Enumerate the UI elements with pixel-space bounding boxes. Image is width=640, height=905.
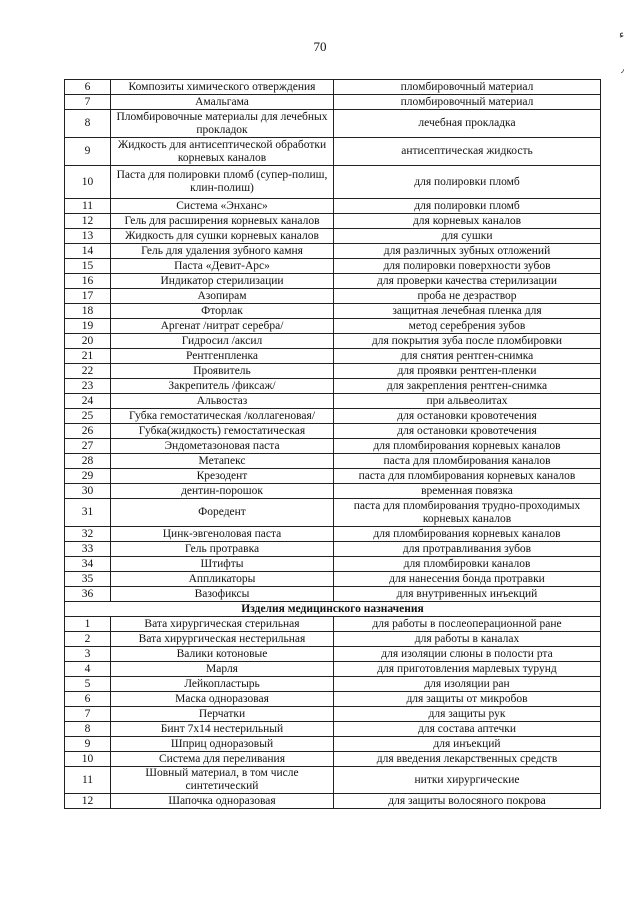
cell-name: Вата хирургическая стерильная — [111, 617, 334, 632]
cell-name: Вазофиксы — [111, 587, 334, 602]
cell-num: 12 — [65, 794, 111, 809]
table-body-medical-items — [65, 617, 601, 809]
cell-purpose: для внутривенных инъекций — [334, 587, 601, 602]
cell-num: 30 — [65, 484, 111, 499]
cell-purpose: для пломбировки каналов — [334, 557, 601, 572]
table-row — [65, 707, 601, 722]
cell-num: 18 — [65, 304, 111, 319]
materials-table — [64, 79, 601, 809]
table-row — [65, 199, 601, 214]
table-row — [65, 319, 601, 334]
table-row — [65, 527, 601, 542]
table-row — [65, 394, 601, 409]
cell-name: Лейкопластырь — [111, 677, 334, 692]
cell-name: Штифты — [111, 557, 334, 572]
table-row — [65, 138, 601, 166]
table-row — [65, 334, 601, 349]
cell-purpose: для пломбирования корневых каналов — [334, 439, 601, 454]
cell-name: Рентгенпленка — [111, 349, 334, 364]
cell-name: Маска одноразовая — [111, 692, 334, 707]
cell-purpose: для полировки пломб — [334, 166, 601, 199]
cell-name: Паста для полировки пломб (супер-полиш, клин-полиш) — [111, 166, 334, 199]
cell-name: Амальгама — [111, 95, 334, 110]
cell-num: 1 — [65, 617, 111, 632]
cell-name: Марля — [111, 662, 334, 677]
cell-purpose: для состава аптечки — [334, 722, 601, 737]
cell-name: Губка(жидкость) гемостатическая — [111, 424, 334, 439]
cell-purpose: для остановки кровотечения — [334, 424, 601, 439]
cell-num: 8 — [65, 722, 111, 737]
cell-num: 3 — [65, 647, 111, 662]
cell-name: Аргенат /нитрат серебра/ — [111, 319, 334, 334]
table-row — [65, 409, 601, 424]
table-row — [65, 274, 601, 289]
cell-name: Губка гемостатическая /коллагеновая/ — [111, 409, 334, 424]
cell-num: 15 — [65, 259, 111, 274]
cell-name: Эндометазоновая паста — [111, 439, 334, 454]
cell-name: Шовный материал, в том числе синтетический — [111, 767, 334, 794]
cell-purpose: для работы в послеоперационной ране — [334, 617, 601, 632]
cell-purpose: для инъекций — [334, 737, 601, 752]
cell-num: 35 — [65, 572, 111, 587]
cell-purpose: для покрытия зуба после пломбировки — [334, 334, 601, 349]
cell-num: 24 — [65, 394, 111, 409]
cell-num: 17 — [65, 289, 111, 304]
cell-purpose: для пломбирования корневых каналов — [334, 527, 601, 542]
cell-purpose: паста для пломбирования трудно-проходимых корневых каналов — [334, 499, 601, 527]
cell-name: Гель для расширения корневых каналов — [111, 214, 334, 229]
cell-num: 28 — [65, 454, 111, 469]
cell-purpose: нитки хирургические — [334, 767, 601, 794]
cell-purpose: для протравливания зубов — [334, 542, 601, 557]
cell-name: Валики котоновые — [111, 647, 334, 662]
cell-num: 16 — [65, 274, 111, 289]
cell-name: Жидкость для антисептической обработки корневых каналов — [111, 138, 334, 166]
cell-name: Шапочка одноразовая — [111, 794, 334, 809]
cell-name: дентин-порошок — [111, 484, 334, 499]
cell-name: Вата хирургическая нестерильная — [111, 632, 334, 647]
cell-purpose: для полировки поверхности зубов — [334, 259, 601, 274]
cell-name: Гель для удаления зубного камня — [111, 244, 334, 259]
cell-purpose: для корневых каналов — [334, 214, 601, 229]
cell-num: 32 — [65, 527, 111, 542]
cell-purpose: для закрепления рентген-снимка — [334, 379, 601, 394]
table-row — [65, 557, 601, 572]
cell-name: Бинт 7х14 нестерильный — [111, 722, 334, 737]
cell-purpose: для полировки пломб — [334, 199, 601, 214]
table-row — [65, 244, 601, 259]
table-row — [65, 752, 601, 767]
edge-mark: ٫ — [621, 64, 624, 74]
table-row — [65, 587, 601, 602]
section-title: Изделия медицинского назначения — [65, 602, 601, 617]
cell-name: Перчатки — [111, 707, 334, 722]
table-row — [65, 484, 601, 499]
cell-name: Индикатор стерилизации — [111, 274, 334, 289]
table-row — [65, 722, 601, 737]
cell-num: 11 — [65, 199, 111, 214]
cell-num: 10 — [65, 752, 111, 767]
cell-num: 11 — [65, 767, 111, 794]
cell-num: 7 — [65, 707, 111, 722]
cell-purpose: для нанесения бонда протравки — [334, 572, 601, 587]
section-header-row — [65, 602, 601, 617]
cell-num: 36 — [65, 587, 111, 602]
table-row — [65, 424, 601, 439]
cell-purpose: лечебная прокладка — [334, 110, 601, 138]
table-row — [65, 632, 601, 647]
cell-num: 5 — [65, 677, 111, 692]
cell-num: 9 — [65, 138, 111, 166]
cell-purpose: паста для пломбирования каналов — [334, 454, 601, 469]
cell-purpose: для защиты волосяного покрова — [334, 794, 601, 809]
cell-name: Жидкость для сушки корневых каналов — [111, 229, 334, 244]
cell-num: 20 — [65, 334, 111, 349]
cell-num: 8 — [65, 110, 111, 138]
cell-purpose: проба не дезраствор — [334, 289, 601, 304]
cell-num: 9 — [65, 737, 111, 752]
table-row — [65, 166, 601, 199]
table-row — [65, 454, 601, 469]
cell-num: 4 — [65, 662, 111, 677]
table-row — [65, 110, 601, 138]
cell-name: Форедент — [111, 499, 334, 527]
table-row — [65, 677, 601, 692]
cell-name: Проявитель — [111, 364, 334, 379]
edge-mark: ء — [619, 29, 625, 41]
table-row — [65, 737, 601, 752]
table-row — [65, 80, 601, 95]
table-row — [65, 214, 601, 229]
cell-purpose: для защиты от микробов — [334, 692, 601, 707]
table-row — [65, 572, 601, 587]
table-body-materials — [65, 80, 601, 602]
cell-num: 21 — [65, 349, 111, 364]
cell-num: 34 — [65, 557, 111, 572]
cell-purpose: для проявки рентген-пленки — [334, 364, 601, 379]
table-row — [65, 469, 601, 484]
cell-name: Крезодент — [111, 469, 334, 484]
cell-purpose: паста для пломбирования корневых каналов — [334, 469, 601, 484]
cell-purpose: для остановки кровотечения — [334, 409, 601, 424]
table-row — [65, 379, 601, 394]
table-row — [65, 95, 601, 110]
table-row — [65, 662, 601, 677]
cell-purpose: защитная лечебная пленка для — [334, 304, 601, 319]
cell-num: 13 — [65, 229, 111, 244]
cell-name: Метапекс — [111, 454, 334, 469]
cell-num: 26 — [65, 424, 111, 439]
table-row — [65, 364, 601, 379]
table-row — [65, 617, 601, 632]
cell-purpose: для снятия рентген-снимка — [334, 349, 601, 364]
cell-num: 31 — [65, 499, 111, 527]
cell-purpose: для приготовления марлевых турунд — [334, 662, 601, 677]
cell-num: 6 — [65, 80, 111, 95]
table-row — [65, 542, 601, 557]
cell-name: Цинк-эвгеноловая паста — [111, 527, 334, 542]
cell-name: Альвостаз — [111, 394, 334, 409]
section-header-group — [65, 602, 601, 617]
cell-num: 7 — [65, 95, 111, 110]
cell-name: Фторлак — [111, 304, 334, 319]
cell-num: 10 — [65, 166, 111, 199]
cell-purpose: для сушки — [334, 229, 601, 244]
cell-num: 12 — [65, 214, 111, 229]
cell-purpose: для изоляции ран — [334, 677, 601, 692]
table-row — [65, 439, 601, 454]
table-row — [65, 304, 601, 319]
cell-num: 22 — [65, 364, 111, 379]
cell-num: 29 — [65, 469, 111, 484]
page-number: 70 — [313, 39, 327, 54]
cell-purpose: для проверки качества стерилизации — [334, 274, 601, 289]
cell-purpose: для различных зубных отложений — [334, 244, 601, 259]
cell-name: Аппликаторы — [111, 572, 334, 587]
cell-name: Композиты химического отверждения — [111, 80, 334, 95]
cell-name: Пломбировочные материалы для лечебных прокладок — [111, 110, 334, 138]
table-row — [65, 794, 601, 809]
cell-num: 6 — [65, 692, 111, 707]
cell-name: Гель протравка — [111, 542, 334, 557]
cell-purpose: при альвеолитах — [334, 394, 601, 409]
cell-name: Азопирам — [111, 289, 334, 304]
cell-purpose: антисептическая жидкость — [334, 138, 601, 166]
table-row — [65, 229, 601, 244]
table-row — [65, 647, 601, 662]
cell-purpose: для изоляции слюны в полости рта — [334, 647, 601, 662]
cell-num: 33 — [65, 542, 111, 557]
cell-num: 2 — [65, 632, 111, 647]
cell-purpose: временная повязка — [334, 484, 601, 499]
table-row — [65, 499, 601, 527]
cell-name: Гидросил /аксил — [111, 334, 334, 349]
table-row — [65, 692, 601, 707]
cell-name: Шприц одноразовый — [111, 737, 334, 752]
cell-name: Система для переливания — [111, 752, 334, 767]
cell-name: Система «Энханс» — [111, 199, 334, 214]
cell-num: 19 — [65, 319, 111, 334]
cell-num: 27 — [65, 439, 111, 454]
cell-name: Паста «Девит-Арс» — [111, 259, 334, 274]
cell-num: 14 — [65, 244, 111, 259]
cell-purpose: пломбировочный материал — [334, 80, 601, 95]
table-row — [65, 349, 601, 364]
cell-purpose: для введения лекарственных средств — [334, 752, 601, 767]
table-row — [65, 259, 601, 274]
cell-name: Закрепитель /фиксаж/ — [111, 379, 334, 394]
cell-purpose: метод серебрения зубов — [334, 319, 601, 334]
cell-purpose: для защиты рук — [334, 707, 601, 722]
cell-num: 25 — [65, 409, 111, 424]
cell-purpose: для работы в каналах — [334, 632, 601, 647]
cell-purpose: пломбировочный материал — [334, 95, 601, 110]
cell-num: 23 — [65, 379, 111, 394]
table-row — [65, 767, 601, 794]
table-row — [65, 289, 601, 304]
